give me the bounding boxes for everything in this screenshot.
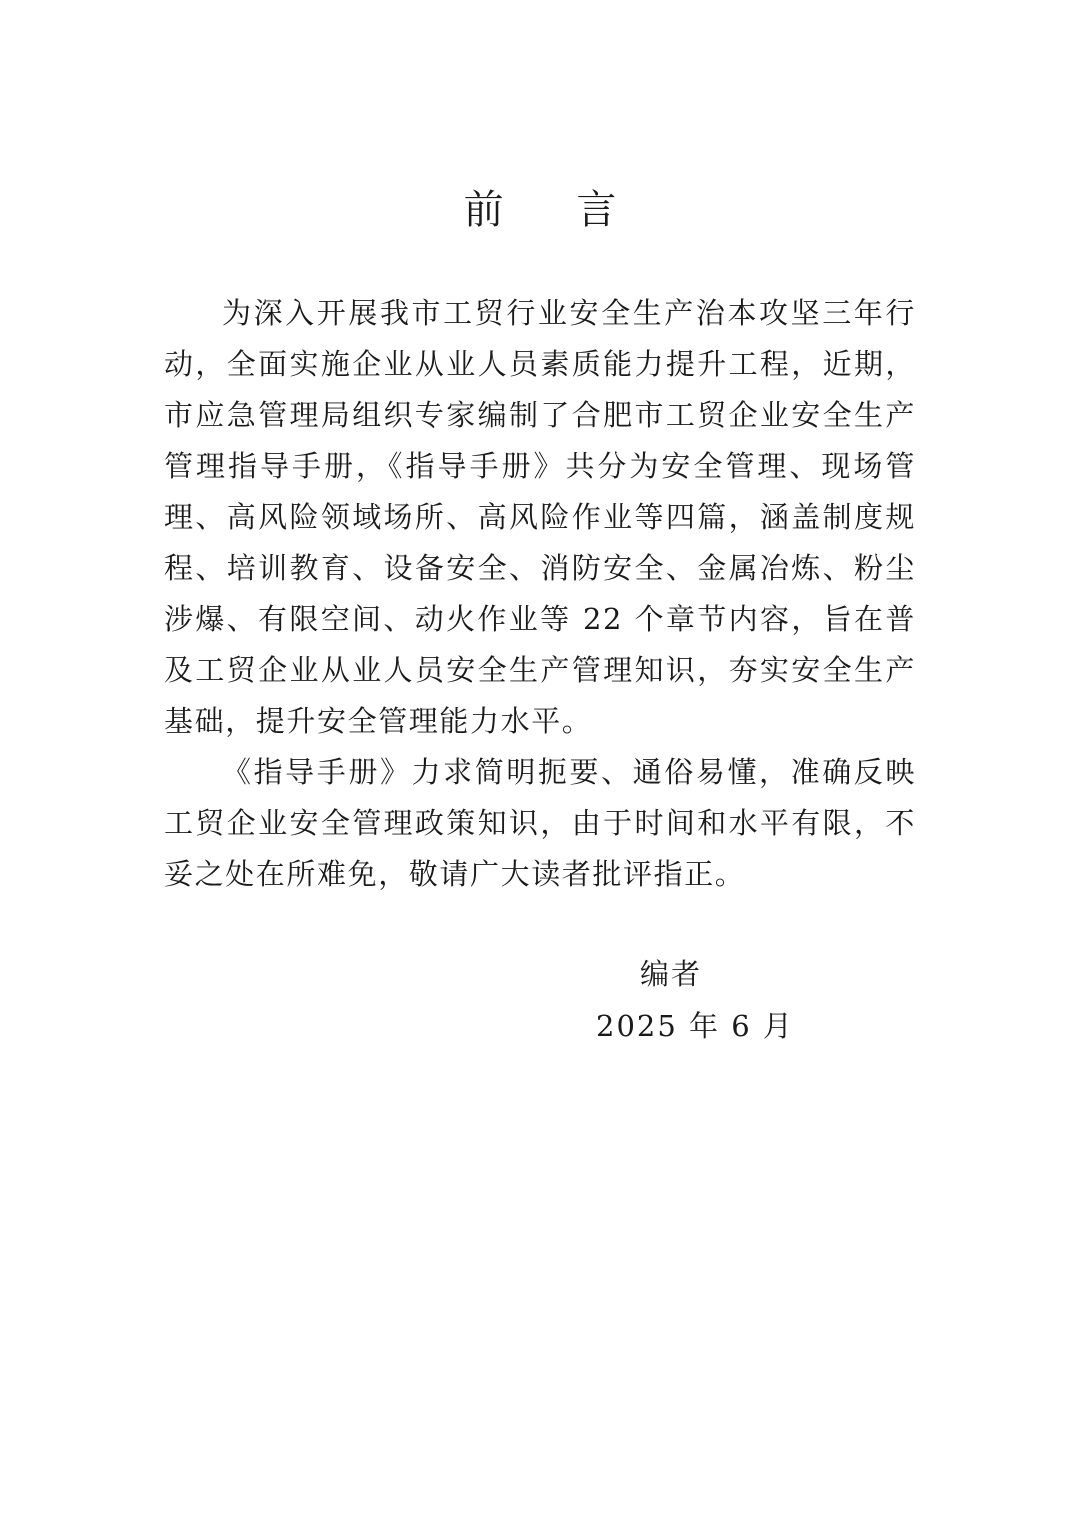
page-title: 前 言 [463,187,647,233]
paragraph-2: 《指导手册》力求简明扼要、通俗易懂，准确反映工贸企业安全管理政策知识，由于时间和水平有限，不妥之处在所难免，敬请广大读者批评指正。 [164,755,916,891]
paragraph-1: 为深入开展我市工贸行业安全生产治本攻坚三年行动，全面实施企业从业人员素质能力提升工程，近期，市应急管理局组织专家编制了合肥市工贸企业安全生产管理指导手册，《指导手册》共分为安全管理、现场管理、高风险领域场所、高风险作业等四篇，涵盖制度规程、培训教育、设备安全、消防安全、金属冶炼、粉尘涉爆、有限空间、动火作业等 22 个章节内容，旨在普及工贸企业从业人员安全生产管理知识，夯实安全生产基础，提升安全管理能力水平。 [164,296,916,738]
signature-author: 编者 [640,957,703,991]
body-text [164,288,916,900]
signature-block [560,948,800,1052]
signature-date: 2025 年 6 月 [596,1009,794,1043]
